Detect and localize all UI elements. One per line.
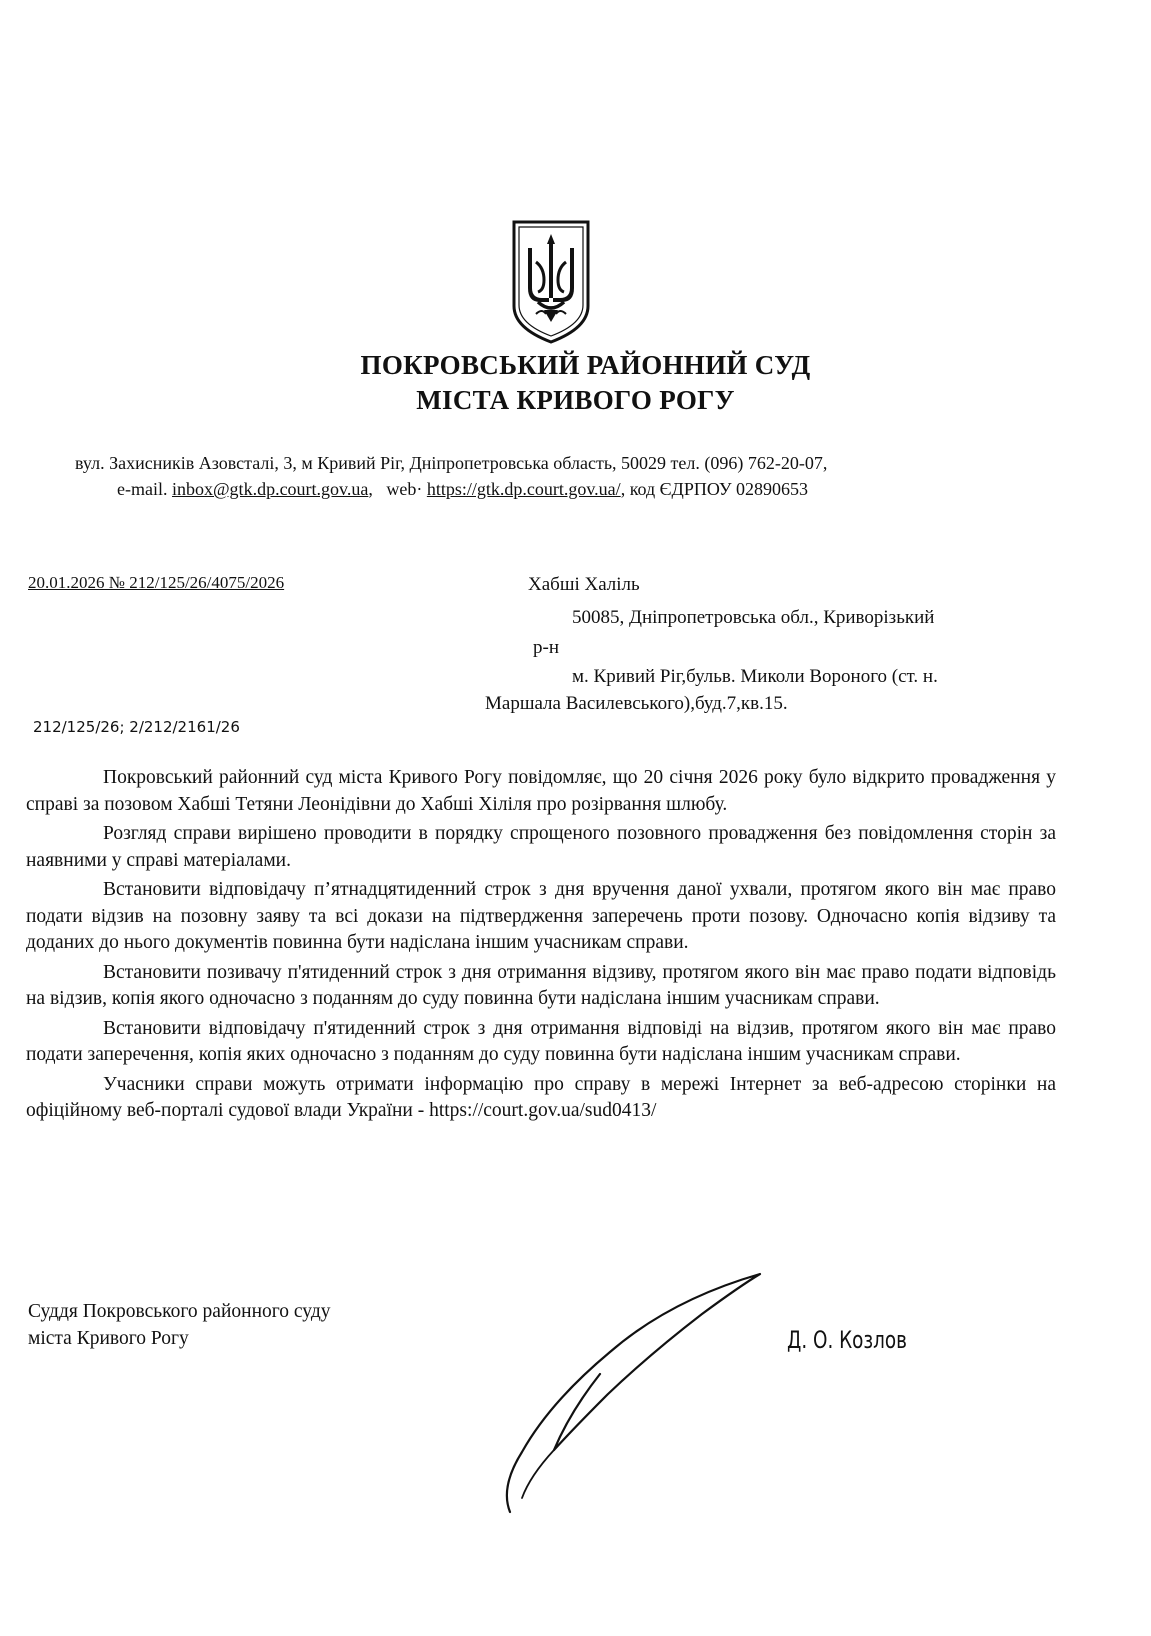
judge-name: Д. О. Козлов [787,1326,907,1354]
body-paragraph: Встановити відповідачу п’ятнадцятиденний строк з дня вручення даної ухвали, протягом якого він має право подати відзив на позовну заяву та всі докази на підтвердження заперечень проти позову. Одночасно копія відзиву та доданих до нього документів повинна бути надіслана іншим учасникам справи. [26,879,1056,953]
case-references: 212/125/26; 2/212/2161/26 [33,718,240,736]
letter-body [26,765,1056,1128]
signer-position-line1: Суддя Покровського районного суду [28,1301,331,1322]
recipient-address-line2: р-н [533,637,559,658]
registration-number: 20.01.2026 № 212/125/26/4075/2026 [28,573,285,592]
court-name-line2: МІСТА КРИВОГО РОГУ [416,385,735,415]
body-paragraph: Учасники справи можуть отримати інформацію про справу в мережі Інтернет за веб-адресою сторінки на офіційному веб-порталі судової влади України - https://court.gov.ua/sud0413/ [26,1073,1056,1121]
recipient-address-line4: Маршала Василевського),буд.7,кв.15. [485,693,788,714]
recipient-name: Хабші Халіль [528,574,640,595]
body-paragraph: Встановити відповідачу п'ятиденний строк з дня отримання відповіді на відзив, протягом якого він має право подати заперечення, копія яких одночасно з поданням до суду повинна бути надіслана іншим учасникам справи. [26,1017,1056,1065]
recipient-address-line1: 50085, Дніпропетровська обл., Криворізький [572,607,935,628]
body-paragraph: Розгляд справи вирішено проводити в порядку спрощеного позовного провадження без повідомлення сторін за наявними у справі матеріалами. [26,823,1056,871]
email-label: e-mail. [117,479,168,499]
court-name-line1: ПОКРОВСЬКИЙ РАЙОННИЙ СУД [360,350,811,380]
recipient-address-line3: м. Кривий Ріг,бульв. Миколи Вороного (ст. н. [572,666,938,687]
body-paragraph: Встановити позивачу п'ятиденний строк з дня отримання відзиву, протягом якого він має право подати відповідь на відзив, копія якого одночасно з поданням до суду повинна бути надіслана іншим учасникам справи. [26,961,1056,1009]
email-link[interactable]: inbox@gtk.dp.court.gov.ua [171,479,369,499]
court-address: вул. Захисників Азовсталі, 3, м Кривий Ріг, Дніпропетровська область, 50029 тел. (096) 762-20-07, [75,453,828,473]
signer-position-line2: міста Кривого Рогу [28,1328,189,1349]
edrpou-code: , код ЄДРПОУ 02890653 [620,479,809,499]
handwritten-signature [470,1262,770,1522]
web-link[interactable]: https://gtk.dp.court.gov.ua/ [426,479,621,499]
body-paragraph: Покровський районний суд міста Кривого Рогу повідомляє, що 20 січня 2026 року було відкрито провадження у справі за позовом Хабші Тетяни Леонідівни до Хабші Хіліля про розірвання шлюбу. [26,767,1056,815]
court-contacts: e-mail. inbox@gtk.dp.court.gov.ua, web· https://gtk.dp.court.gov.ua/, код ЄДРПОУ 02890653 [117,479,809,499]
coat-of-arms-icon [508,218,594,346]
web-label: web· [386,479,423,499]
